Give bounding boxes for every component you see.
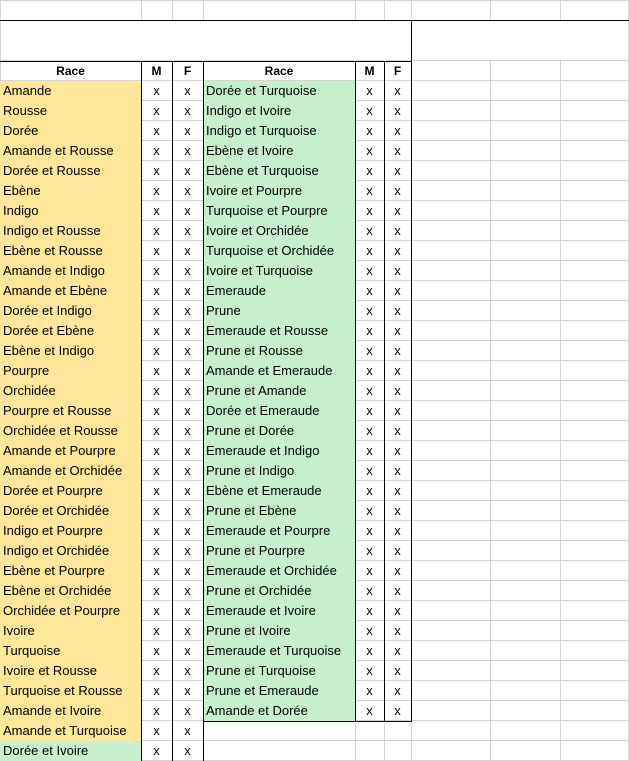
male-mark[interactable]: x xyxy=(366,343,373,358)
male-mark[interactable]: x xyxy=(366,463,373,478)
race-cell[interactable]: Turquoise et Rousse xyxy=(0,681,141,701)
race-cell[interactable]: Indigo et Pourpre xyxy=(0,521,141,541)
title-border xyxy=(0,20,629,21)
race-cell[interactable]: Ivoire et Pourpre xyxy=(203,181,355,201)
race-cell[interactable]: Turquoise et Pourpre xyxy=(203,201,355,221)
female-mark[interactable]: x xyxy=(184,543,191,558)
male-mark[interactable]: x xyxy=(153,143,160,158)
race-cell[interactable]: Indigo et Orchidée xyxy=(0,541,141,561)
female-mark[interactable]: x xyxy=(394,703,401,718)
race-cell[interactable]: Amande et Turquoise xyxy=(0,721,141,741)
female-mark[interactable]: x xyxy=(184,183,191,198)
female-mark[interactable]: x xyxy=(184,623,191,638)
race-cell[interactable]: Amande et Rousse xyxy=(0,141,141,161)
male-mark[interactable]: x xyxy=(366,363,373,378)
race-cell[interactable]: Emeraude et Pourpre xyxy=(203,521,355,541)
male-mark[interactable]: x xyxy=(366,563,373,578)
female-mark[interactable]: x xyxy=(184,683,191,698)
female-mark[interactable]: x xyxy=(184,303,191,318)
male-mark[interactable]: x xyxy=(153,723,160,738)
female-mark[interactable]: x xyxy=(184,363,191,378)
female-mark[interactable]: x xyxy=(394,683,401,698)
race-cell[interactable]: Turquoise et Orchidée xyxy=(203,241,355,261)
male-mark[interactable]: x xyxy=(153,363,160,378)
race-cell[interactable]: Ebène et Orchidée xyxy=(0,581,141,601)
race-cell[interactable]: Amande et Pourpre xyxy=(0,441,141,461)
female-mark[interactable]: x xyxy=(184,203,191,218)
male-mark[interactable]: x xyxy=(366,263,373,278)
race-cell[interactable]: Indigo et Turquoise xyxy=(203,121,355,141)
male-mark[interactable]: x xyxy=(366,603,373,618)
race-cell[interactable]: Amande et Dorée xyxy=(203,701,355,721)
race-cell[interactable]: Ebène et Rousse xyxy=(0,241,141,261)
male-mark[interactable]: x xyxy=(366,583,373,598)
female-mark[interactable]: x xyxy=(184,343,191,358)
female-mark[interactable]: x xyxy=(394,363,401,378)
female-mark[interactable]: x xyxy=(394,663,401,678)
male-mark[interactable]: x xyxy=(153,203,160,218)
table-border xyxy=(203,721,412,722)
male-mark[interactable]: x xyxy=(153,543,160,558)
race-cell[interactable]: Prune et Pourpre xyxy=(203,541,355,561)
male-mark[interactable]: x xyxy=(366,703,373,718)
female-mark[interactable]: x xyxy=(184,83,191,98)
male-mark[interactable]: x xyxy=(153,83,160,98)
table-border xyxy=(355,61,356,721)
female-mark[interactable]: x xyxy=(184,403,191,418)
female-mark[interactable]: x xyxy=(184,383,191,398)
female-mark[interactable]: x xyxy=(394,583,401,598)
male-mark[interactable]: x xyxy=(153,303,160,318)
male-mark[interactable]: x xyxy=(366,183,373,198)
right-f-header: F xyxy=(384,61,411,81)
male-mark[interactable]: x xyxy=(153,603,160,618)
race-cell[interactable]: Dorée xyxy=(0,121,141,141)
female-mark[interactable]: x xyxy=(394,83,401,98)
male-mark[interactable]: x xyxy=(153,523,160,538)
female-mark[interactable]: x xyxy=(184,503,191,518)
female-mark[interactable]: x xyxy=(184,323,191,338)
race-cell[interactable]: Orchidée xyxy=(0,381,141,401)
race-cell[interactable]: Ebène xyxy=(0,181,141,201)
race-cell[interactable]: Dorée et Emeraude xyxy=(203,401,355,421)
male-mark[interactable]: x xyxy=(366,423,373,438)
race-cell[interactable]: Dorée et Pourpre xyxy=(0,481,141,501)
race-cell[interactable]: Emeraude et Rousse xyxy=(203,321,355,341)
race-cell[interactable]: Dorée et Turquoise xyxy=(203,81,355,101)
race-cell[interactable]: Turquoise xyxy=(0,641,141,661)
race-cell[interactable]: Emeraude et Indigo xyxy=(203,441,355,461)
male-mark[interactable]: x xyxy=(366,683,373,698)
race-cell[interactable]: Emeraude et Orchidée xyxy=(203,561,355,581)
race-cell[interactable]: Prune et Rousse xyxy=(203,341,355,361)
male-mark[interactable]: x xyxy=(153,163,160,178)
female-mark[interactable]: x xyxy=(184,443,191,458)
male-mark[interactable]: x xyxy=(153,263,160,278)
male-mark[interactable]: x xyxy=(153,423,160,438)
table-border xyxy=(384,61,385,721)
left-m-header: M xyxy=(141,61,172,81)
female-mark[interactable]: x xyxy=(394,223,401,238)
female-mark[interactable]: x xyxy=(184,123,191,138)
male-mark[interactable]: x xyxy=(366,643,373,658)
female-mark[interactable]: x xyxy=(394,383,401,398)
race-cell[interactable]: Amande xyxy=(0,81,141,101)
male-mark[interactable]: x xyxy=(366,163,373,178)
female-mark[interactable]: x xyxy=(184,703,191,718)
race-cell[interactable]: Prune xyxy=(203,301,355,321)
male-mark[interactable]: x xyxy=(153,643,160,658)
female-mark[interactable]: x xyxy=(184,483,191,498)
male-mark[interactable]: x xyxy=(366,203,373,218)
female-mark[interactable]: x xyxy=(184,603,191,618)
male-mark[interactable]: x xyxy=(153,183,160,198)
female-mark[interactable]: x xyxy=(184,743,191,758)
race-cell[interactable]: Prune et Orchidée xyxy=(203,581,355,601)
race-cell[interactable]: Ivoire et Turquoise xyxy=(203,261,355,281)
female-mark[interactable]: x xyxy=(184,563,191,578)
race-cell[interactable]: Orchidée et Pourpre xyxy=(0,601,141,621)
male-mark[interactable]: x xyxy=(153,283,160,298)
race-cell[interactable]: Prune et Ebène xyxy=(203,501,355,521)
title-border xyxy=(411,20,412,61)
male-mark[interactable]: x xyxy=(153,383,160,398)
race-cell[interactable]: Ivoire xyxy=(0,621,141,641)
race-cell[interactable]: Pourpre xyxy=(0,361,141,381)
male-mark[interactable]: x xyxy=(366,243,373,258)
female-mark[interactable]: x xyxy=(184,663,191,678)
male-mark[interactable]: x xyxy=(153,243,160,258)
race-cell[interactable]: Amande et Ebène xyxy=(0,281,141,301)
male-mark[interactable]: x xyxy=(366,283,373,298)
female-mark[interactable]: x xyxy=(394,563,401,578)
grid-row-line xyxy=(0,0,629,1)
male-mark[interactable]: x xyxy=(366,103,373,118)
left-f-header: F xyxy=(172,61,203,81)
female-mark[interactable]: x xyxy=(394,343,401,358)
female-mark[interactable]: x xyxy=(184,723,191,738)
male-mark[interactable]: x xyxy=(153,663,160,678)
female-mark[interactable]: x xyxy=(394,243,401,258)
female-mark[interactable]: x xyxy=(394,163,401,178)
title-merged-cell-right[interactable] xyxy=(412,21,628,60)
male-mark[interactable]: x xyxy=(153,563,160,578)
male-mark[interactable]: x xyxy=(153,683,160,698)
table-border xyxy=(141,61,142,761)
male-mark[interactable]: x xyxy=(366,543,373,558)
race-cell[interactable]: Emeraude et Ivoire xyxy=(203,601,355,621)
race-cell[interactable]: Ivoire et Orchidée xyxy=(203,221,355,241)
race-cell[interactable]: Ebène et Emeraude xyxy=(203,481,355,501)
race-cell[interactable]: Pourpre et Rousse xyxy=(0,401,141,421)
race-cell[interactable]: Emeraude xyxy=(203,281,355,301)
male-mark[interactable]: x xyxy=(153,743,160,758)
male-mark[interactable]: x xyxy=(153,503,160,518)
male-mark[interactable]: x xyxy=(153,443,160,458)
male-mark[interactable]: x xyxy=(153,103,160,118)
female-mark[interactable]: x xyxy=(394,483,401,498)
male-mark[interactable]: x xyxy=(366,663,373,678)
race-cell[interactable]: Emeraude et Turquoise xyxy=(203,641,355,661)
male-mark[interactable]: x xyxy=(153,483,160,498)
female-mark[interactable]: x xyxy=(394,503,401,518)
female-mark[interactable]: x xyxy=(184,583,191,598)
female-mark[interactable]: x xyxy=(394,643,401,658)
race-cell[interactable]: Indigo et Rousse xyxy=(0,221,141,241)
female-mark[interactable]: x xyxy=(184,523,191,538)
race-cell[interactable]: Dorée et Ivoire xyxy=(0,741,141,761)
race-cell[interactable]: Prune et Dorée xyxy=(203,421,355,441)
female-mark[interactable]: x xyxy=(394,203,401,218)
race-cell[interactable]: Prune et Emeraude xyxy=(203,681,355,701)
race-cell[interactable]: Ebène et Turquoise xyxy=(203,161,355,181)
race-cell[interactable]: Amande et Orchidée xyxy=(0,461,141,481)
table-border xyxy=(203,61,204,761)
race-cell[interactable]: Amande et Ivoire xyxy=(0,701,141,721)
race-cell[interactable]: Orchidée et Rousse xyxy=(0,421,141,441)
race-cell[interactable]: Rousse xyxy=(0,101,141,121)
male-mark[interactable]: x xyxy=(366,303,373,318)
male-mark[interactable]: x xyxy=(366,83,373,98)
male-mark[interactable]: x xyxy=(153,223,160,238)
male-mark[interactable]: x xyxy=(153,463,160,478)
male-mark[interactable]: x xyxy=(366,503,373,518)
female-mark[interactable]: x xyxy=(394,263,401,278)
race-cell[interactable]: Dorée et Orchidée xyxy=(0,501,141,521)
male-mark[interactable]: x xyxy=(366,483,373,498)
race-cell[interactable]: Indigo xyxy=(0,201,141,221)
female-mark[interactable]: x xyxy=(394,183,401,198)
female-mark[interactable]: x xyxy=(394,143,401,158)
female-mark[interactable]: x xyxy=(184,463,191,478)
race-cell[interactable]: Dorée et Ebène xyxy=(0,321,141,341)
male-mark[interactable]: x xyxy=(366,523,373,538)
male-mark[interactable]: x xyxy=(366,383,373,398)
female-mark[interactable]: x xyxy=(184,643,191,658)
male-mark[interactable]: x xyxy=(153,343,160,358)
right-race-header: Race xyxy=(203,61,355,81)
table-border xyxy=(172,61,173,761)
female-mark[interactable]: x xyxy=(184,423,191,438)
female-mark[interactable]: x xyxy=(394,303,401,318)
female-mark[interactable]: x xyxy=(184,103,191,118)
female-mark[interactable]: x xyxy=(394,623,401,638)
male-mark[interactable]: x xyxy=(366,443,373,458)
race-cell[interactable]: Ivoire et Rousse xyxy=(0,661,141,681)
male-mark[interactable]: x xyxy=(153,583,160,598)
female-mark[interactable]: x xyxy=(394,123,401,138)
race-cell[interactable]: Ebène et Pourpre xyxy=(0,561,141,581)
male-mark[interactable]: x xyxy=(153,123,160,138)
female-mark[interactable]: x xyxy=(394,443,401,458)
male-mark[interactable]: x xyxy=(366,323,373,338)
female-mark[interactable]: x xyxy=(394,283,401,298)
right-m-header: M xyxy=(355,61,384,81)
male-mark[interactable]: x xyxy=(366,623,373,638)
race-cell[interactable]: Prune et Amande xyxy=(203,381,355,401)
male-mark[interactable]: x xyxy=(153,623,160,638)
female-mark[interactable]: x xyxy=(184,243,191,258)
race-cell[interactable]: Amande et Indigo xyxy=(0,261,141,281)
female-mark[interactable]: x xyxy=(184,163,191,178)
title-merged-cell[interactable] xyxy=(1,21,410,60)
female-mark[interactable]: x xyxy=(394,323,401,338)
female-mark[interactable]: x xyxy=(184,223,191,238)
female-mark[interactable]: x xyxy=(394,103,401,118)
male-mark[interactable]: x xyxy=(153,403,160,418)
female-mark[interactable]: x xyxy=(184,283,191,298)
race-cell[interactable]: Dorée et Rousse xyxy=(0,161,141,181)
table-border xyxy=(411,61,412,721)
race-cell[interactable]: Amande et Emeraude xyxy=(203,361,355,381)
female-mark[interactable]: x xyxy=(184,143,191,158)
female-mark[interactable]: x xyxy=(394,423,401,438)
race-cell[interactable]: Prune et Ivoire xyxy=(203,621,355,641)
header-border xyxy=(0,61,412,62)
female-mark[interactable]: x xyxy=(394,463,401,478)
race-cell[interactable]: Ebène et Indigo xyxy=(0,341,141,361)
race-cell[interactable]: Prune et Turquoise xyxy=(203,661,355,681)
male-mark[interactable]: x xyxy=(153,703,160,718)
male-mark[interactable]: x xyxy=(153,323,160,338)
race-cell[interactable]: Prune et Indigo xyxy=(203,461,355,481)
male-mark[interactable]: x xyxy=(366,123,373,138)
race-cell[interactable]: Ebène et Ivoire xyxy=(203,141,355,161)
female-mark[interactable]: x xyxy=(394,523,401,538)
race-cell[interactable]: Dorée et Indigo xyxy=(0,301,141,321)
male-mark[interactable]: x xyxy=(366,223,373,238)
female-mark[interactable]: x xyxy=(184,263,191,278)
female-mark[interactable]: x xyxy=(394,403,401,418)
left-race-header: Race xyxy=(0,61,141,81)
female-mark[interactable]: x xyxy=(394,543,401,558)
male-mark[interactable]: x xyxy=(366,143,373,158)
female-mark[interactable]: x xyxy=(394,603,401,618)
male-mark[interactable]: x xyxy=(366,403,373,418)
race-cell[interactable]: Indigo et Ivoire xyxy=(203,101,355,121)
